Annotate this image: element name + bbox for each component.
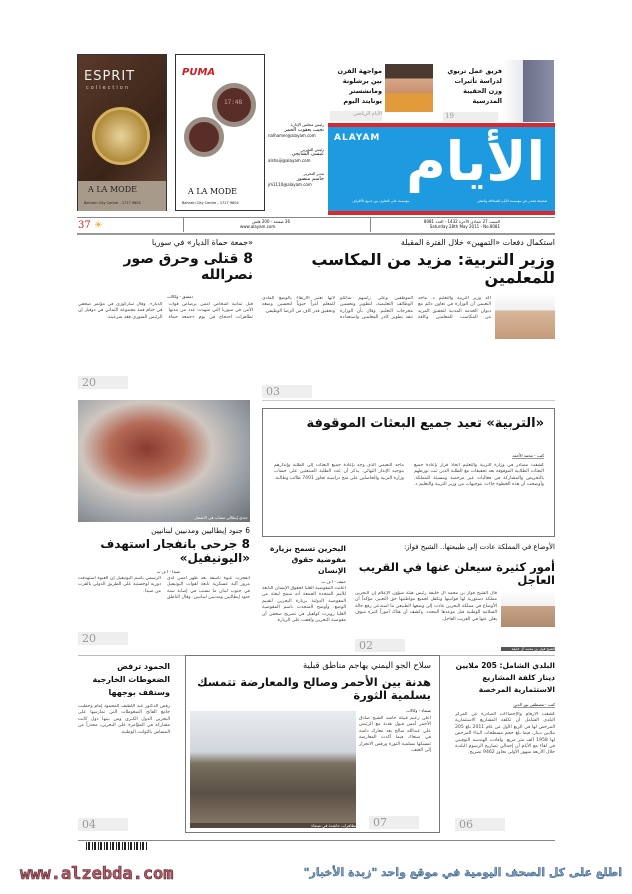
soldier-photo bbox=[78, 400, 250, 522]
dateline: السبت 27 جمادى الآخرة 1432 - العدد 8081 Saturday 28th May 2011 - No.8081 bbox=[423, 219, 500, 229]
masthead-latin: ALAYAM bbox=[334, 133, 381, 143]
teaser-section: الأيام الرياضي bbox=[330, 111, 382, 121]
teaser-football[interactable] bbox=[330, 60, 435, 122]
unifil-body: انفجرت عبوة ناسفة بعد ظهر أمس لدى مرور آلية عسكرية تابعة لقوات اليونيفيل في جنوب لبنان ما تسبب في إصابة ستة جنود إيطاليين ومدنيين لبنانيين. وقال الناطق الرسمي باسم اليونيفيل إن العبوة استهدفت دورية لوجستية على الطريق الدولي بالقرب من صيدا. bbox=[78, 576, 250, 601]
footer-url[interactable]: www.alzebda.com bbox=[20, 864, 174, 884]
photo-caption: تظاهرات حاشدة في صنعاء bbox=[190, 823, 356, 828]
esprit-ad[interactable] bbox=[77, 54, 167, 211]
issue-info: 36 صفحة - 200 فلس www.alayam.com bbox=[240, 219, 290, 229]
esprit-brand: ESPRIT bbox=[84, 69, 136, 84]
fawaz-body: قال الشيخ فواز بن محمد آل خليفة رئيس هيئة شؤون الإعلام إن البحرين مملكة دستورية لها قوانينها وتكفل لجميع مواطنيها حق التعبير، مؤكداً أن الأوضاع في مملكة البحرين عادت إلى وضعها الطبيعي ما استدعى رفع حالة السلامة الوطنية قبل موعدها المحدد. وكشف أن هناك أموراً كثيرة سوف يعلن عنها في القريب العاجل. bbox=[355, 591, 497, 622]
page-ref: 04 bbox=[78, 818, 128, 831]
staff-list: رئيس مجلس الإدارة نجيب يعقوب الحمر nalhamer@alayam.com رئيس التحرير عيسى الشايجي alshaiji@alayam.com مدير التحرير جاسم منصور jm1110@alayam.com bbox=[268, 122, 324, 187]
box-headline: «التربية» تعيد جميع البعثات الموقوفة bbox=[306, 416, 544, 431]
watch-image bbox=[92, 107, 150, 165]
teaser-title: فريق عمل تربوي لدراسة تأثيرات وزن الحقيبة المدرسية bbox=[447, 67, 502, 105]
unifil-headline: 8 جرحى بانفجار استهدف «اليونيفيل» bbox=[100, 537, 250, 565]
unifil-story[interactable] bbox=[78, 527, 250, 645]
syria-headline: 8 قتلى وحرق صور نصرالله bbox=[123, 251, 253, 284]
masthead-logo: الأيام bbox=[406, 130, 545, 193]
esprit-shop: A LA MODE bbox=[88, 185, 137, 194]
baladi-byline: كتب - مصطفى نور الدين bbox=[513, 702, 555, 707]
puma-shop: A LA MODE bbox=[188, 187, 237, 196]
masthead-slogan-right: صحيفة تصدر عن مؤسسة الأيام للصحافة والنشر bbox=[477, 199, 547, 203]
yemen-body: أعلن زعيم قبيلة حاشد الشيخ صادق الأحمر أمس قبول هدنة مع الرئيس علي عبدالله صالح بعد معارك دامية في صنعاء، فيما أكدت المعارضة تمسكها بسلمية الثورة ورفض الانجرار إلى العنف. bbox=[359, 716, 431, 754]
fawaz-headline: أمور كثيرة سيعلن عنها في القريب العاجل bbox=[358, 560, 555, 588]
syria-story[interactable] bbox=[78, 238, 253, 388]
lead-story[interactable] bbox=[262, 238, 555, 398]
education-box[interactable] bbox=[262, 408, 555, 537]
puma-footer: Bahrain City Centre - 1717 9604 bbox=[182, 201, 239, 205]
baladi-headline: البلدي الشامل: 205 ملايين دينار كلفة المشاريع الاستثمارية المرخصة bbox=[455, 661, 555, 694]
weather bbox=[78, 219, 103, 232]
hamoud-headline: الحمود ترفض الضغوطات الخارجية وستقف بوجهها bbox=[92, 662, 170, 697]
page-ref: 07 bbox=[369, 816, 419, 829]
un-headline: البحرين تسمح بزيارة مفوضية حقوق الإنسان bbox=[269, 544, 346, 575]
watch-image bbox=[184, 117, 224, 157]
photo-caption: جندي إيطالي مصاب في الانفجار bbox=[194, 515, 248, 520]
unifil-kicker: 6 جنود إيطاليين ومدنيين لبنانيين bbox=[151, 526, 250, 535]
yemen-headline: هدنة بين الأحمر وصالح والمعارضة تتمسك بسلمية الثورة bbox=[197, 675, 431, 703]
page-ref: 20 bbox=[78, 376, 128, 389]
student-photo bbox=[502, 60, 554, 122]
teaser-schoolbag[interactable] bbox=[440, 60, 555, 122]
syria-byline: دمشق - وكالات bbox=[167, 294, 193, 299]
minister-photo bbox=[495, 294, 555, 376]
lead-headline: وزير التربية: مزيد من المكاسب للمعلمين bbox=[311, 250, 555, 288]
esprit-footer: Bahrain City Centre - 1717 9604 bbox=[84, 201, 141, 205]
yemen-kicker: سلاح الجو اليمني يهاجم مناطق قبلية bbox=[302, 661, 431, 671]
footer-text: اطلع على كل الصحف اليومية في موقع واحد "زبدة الأخبار" bbox=[303, 866, 622, 879]
baladi-story[interactable] bbox=[455, 660, 555, 832]
syria-body: قتل ثمانية أشخاص أمس برصاص قوات الأمن في سوريا التي شهدت عدد من مدنها تظاهرات احتجاج في يوم «جمعة حماة الديار». وقال ساركوزي في مؤتمر صحفي في ختام قمة مجموعة الثماني في دوفيل إن الرئيس السوري فقد شرعيته. bbox=[78, 302, 253, 320]
watch-time: 17:48 bbox=[224, 99, 243, 106]
masthead-slogan-left: مؤسسة على التعاون بين جميع الأطراف bbox=[352, 199, 410, 203]
protest-photo bbox=[190, 711, 356, 828]
page-ref: 02 bbox=[355, 639, 405, 652]
weather-temp: 37 bbox=[78, 220, 91, 231]
fawaz-story[interactable] bbox=[355, 543, 555, 653]
baladi-body: كشفت الأرقام والإحصاءات الصادرة عن المركز البلدي الشامل أن تكلفة المشاريع الاستثمارية المرخص لها في الربع الأول من عام 2011 بلغ 205 ملايين دينار، فيما بلغ حجم مسطحات البناء المرخص لها 1958 ألف متر مربع. وأفادت الهندسة التوقيتي في لقاء مع الأيام أن إجمالي تصاريح الرسوم البلدية خلال الأربعة شهور الأولى تجاوز 9462 تصريح. bbox=[455, 712, 555, 756]
puma-brand: PUMA bbox=[182, 67, 216, 78]
lead-kicker: استكمال دفعات «التمهين» خلال الفترة المقبلة bbox=[400, 238, 555, 247]
puma-ad[interactable] bbox=[175, 54, 265, 211]
fawaz-photo bbox=[501, 591, 555, 651]
hamoud-story[interactable] bbox=[78, 660, 170, 832]
barcode bbox=[86, 842, 148, 850]
masthead[interactable] bbox=[328, 123, 555, 215]
box-byline: كتب - محمد الأحمد bbox=[512, 453, 544, 458]
teaser-title: مواجهة القرن بين برشلونة ومانشستر يونايتد اليوم bbox=[337, 67, 382, 105]
page-ref: 03 bbox=[262, 385, 312, 398]
yemen-box[interactable] bbox=[185, 655, 440, 833]
esprit-sub: collection bbox=[86, 85, 130, 91]
unifil-byline: صيدا - ا ف ب bbox=[156, 569, 180, 574]
sun-cloud-icon: ☀ bbox=[93, 220, 103, 231]
photo-caption: الشيخ فواز بن محمد آل خليفة bbox=[501, 647, 555, 651]
yemen-byline: صنعاء - وكالات bbox=[406, 708, 431, 713]
page-ref: 20 bbox=[78, 632, 128, 645]
teaser-page: 19 bbox=[443, 112, 498, 122]
un-byline: جنيف - ا ف ب bbox=[321, 579, 346, 584]
syria-kicker: «جمعة حماة الديار» في سوريا bbox=[151, 238, 253, 247]
page-ref: 06 bbox=[455, 818, 505, 831]
player-photo bbox=[385, 64, 433, 112]
un-story[interactable] bbox=[262, 543, 346, 643]
hamoud-body: رفض الدكتور عبد اللطيف المحمود إمام وخطيب جامع الفاتح الضغوطات التي تمارسها على البحرين الدول الكبرى ومن بينها دول كانت مشاركة في المؤامرة على البحرين، محذراً من المساس بالثوابت الوطنية. bbox=[78, 704, 170, 735]
un-body: أعلنت المفوضية العليا لحقوق الإنسان التابعة للأمم المتحدة الجمعة أنه سمح لبعثة من المفوضية الدولية بزيارة البحرين لتقييم الوضع. وأوضح المتحدث باسم المفوضية العليا روبرت كولفيل في تصريح صحفي أن مفوضية البحرين وافقت على الزيارة. bbox=[262, 586, 346, 624]
box-body: كشفت مصادر في وزارة التربية والتعليم اتخاذ قرار بإعادة جميع البعثات الطلابية الموقوفة بعد تحقيقات مع الطلبة الذين ثبت تورطهم بالتحريض والمشاركة في فعاليات غير مرخصة ومسيئة للمملكة. وأوضحت أن هذه الخطوة جاءت بتوجيهات من وزير التربية والتعليم د. ماجد النعيمي الذي وجه بإعادة جميع البعثات إلى الطلبة وإنذارهم بتوجيه الإنذار النهائي. يذكر أن عدد الطلبة المبتعثين على حساب وزارة التربية والحاصلين على منح دراسية تجاوز 7401 طالب وطالبة. bbox=[274, 463, 544, 488]
fawaz-kicker: الأوضاع في المملكة عادت إلى طبيعتها.. الشيخ فواز: bbox=[403, 543, 555, 551]
lead-body: أكد وزير التربية والتعليم د. ماجد النعيمي أن الوزارة في تعاون دائم مع ديوان الخدمة المدنية لتحقيق المزيد من المكاسب للمعلمين وكافة الموظفين وعلى رأسهم شاغلو الوظائف التعليمية، لتطوير وتحسين مخرجات التعليم. وقال بأن الوزارة تنفذ تطوير كادر المعلمين واستعداده لأنها تعتبر الارتقاء بالوضع المادي للمعلم أمراً حيوياً لتحسين وضعه وتحقيق قدر كاف من الرضا الوظيفي. bbox=[262, 296, 491, 321]
